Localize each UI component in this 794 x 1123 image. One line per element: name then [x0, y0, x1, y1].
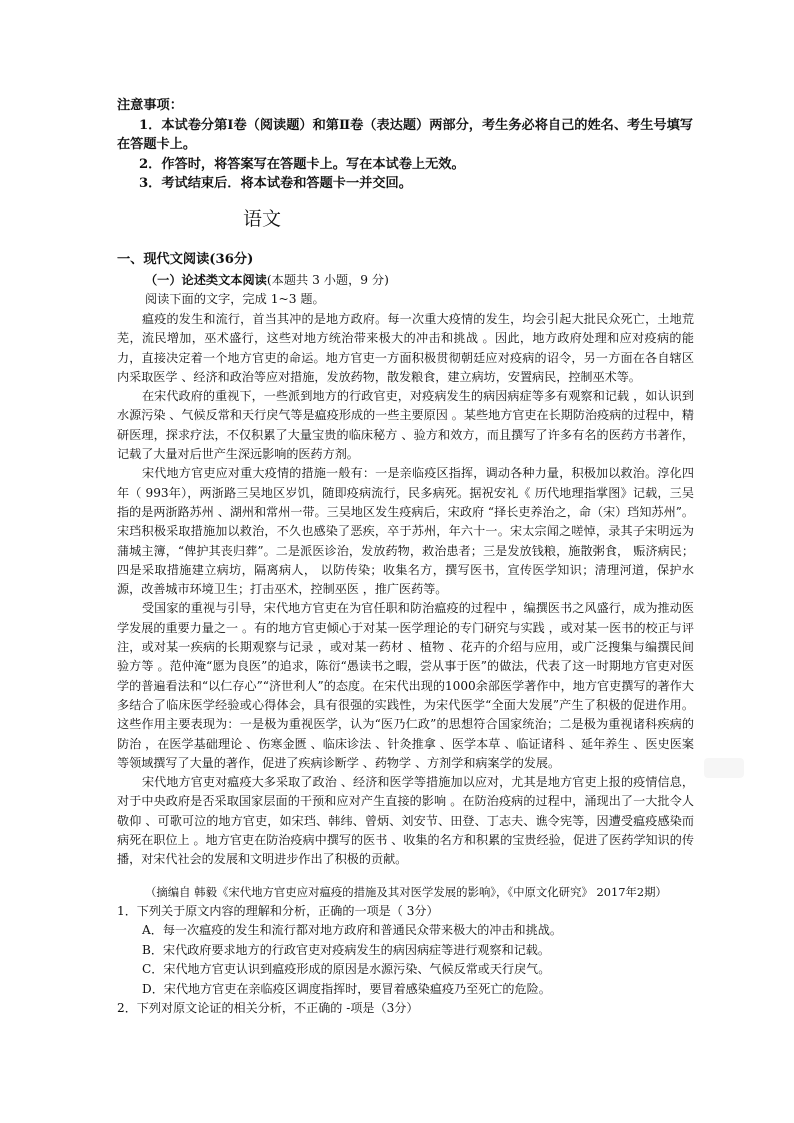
notice-block [117, 96, 697, 194]
passage-paragraph: 在宋代政府的重视下，一些派到地方的行政官吏，对疫病发生的病因病症等多有观察和记载 ，如认识到水源污染 、气候反常和天行戾气等是瘟疫形成的一些主要原因 。某些地方官吏在长期防治疫病的过程中，精研医理，探求疗法，不仅积累了大量宝贵的临床秘方 、验方和效方，而且撰写了许多有名的医药方书著作，记载了大量对后世产生深远影响的医药方剂。 [117, 389, 694, 462]
reading-passage [117, 310, 694, 870]
passage-paragraph: 受国家的重视与引导，宋代地方官吏在为官任职和防治瘟疫的过程中 ，编撰医书之风盛行，成为推动医学发展的重要力量之一 。有的地方官吏倾心于对某一医学理论的专门研究与实践 ，或对某一医书的校正与评注，或对某一疾病的长期观察与记录 ，或对某一药材 、植物 、花卉的介绍与应用，或广泛搜集与编撰民间验方等 。范仲淹“愿为良医”的追求，陈衍“愚读书之暇，尝从事于医”的做法，代表了这一时期地方官吏对医学的普遍看法和“以仁存心”“济世利人”的态度。在宋代出现的1000余部医学著作中，地方官吏撰写的著作大多结合了临床医学经验或心得体会，具有很强的实践性，为宋代医学“全面大发展”产生了积极的促进作用。 这些作用主要表现为：一是极为重视医学，认为“医乃仁政”的思想符合国家统治；二是极为重视诸科疾病的防治 ，在医学基础理论 、伤寒金匮 、临床诊法 、针灸推拿 、医学本草 、临证诸科 、延年养生 、医史医案等领域撰写了大量的著作，促进了疾病诊断学 、药物学 、方剂学和病案学的发展。 [117, 601, 694, 770]
passage-paragraph: 瘟疫的发生和流行，首当其冲的是地方政府。每一次重大疫情的发生，均会引起大批民众死亡，土地荒芜，流民增加，巫术盛行，这些对地方统治带来极大的冲击和挑战 。因此，地方政府处理和应对疫病的能力，直接决定着一个地方官吏的命运。地方官吏一方面积极贯彻朝廷应对疫病的诏令，另一方面在各自辖区内采取医学 、经济和政治等应对措施，发放药物，散发粮食，建立病坊，安置病民，控制巫术等。 [117, 312, 694, 384]
subject-title: 语文 [243, 208, 282, 230]
notice-item-3: 3．考试结束后．将本试卷和答题卡一并交回。 [139, 176, 412, 191]
part-info: (本题共 3 小题，9 分) [266, 273, 389, 287]
reading-instruction: 阅读下面的文字，完成 1~3 题。 [145, 292, 325, 306]
scan-smudge [704, 758, 744, 778]
section-title: 一、现代文阅读(36分) [117, 252, 254, 267]
answer-option-a[interactable]: A．每一次瘟疫的发生和流行都对地方政府和普通民众带来极大的冲击和挑战。 [142, 923, 562, 938]
notice-item-1: 1．本试卷分第Ⅰ卷（阅读题）和第Ⅱ卷（表达题）两部分，考生务必将自己的姓名、考生号填写在答题卡上。 [117, 117, 693, 152]
answer-option-d[interactable]: D．宋代地方官吏在亲临疫区调度指挥时，要冒着感染瘟疫乃至死亡的危险。 [142, 981, 551, 996]
part-title [145, 271, 389, 288]
passage-paragraph: 宋代地方官吏应对重大疫情的措施一般有：一是亲临疫区指挥，调动各种力量，积极加以救治。淳化四年（ 993年），两浙路三吴地区岁饥，随即疫病流行，民多病死。据祝安礼《 历代地理指掌图》记载，三吴指的是两浙路苏州 、湖州和常州一带。三吴地区发生疫病后，宋政府 “择长吏养治之，命（宋）珰知苏州”。宋珰积极采取措施加以救治，不久也感染了恶疾，卒于苏州，年六十一。宋太宗闻之嗟悼，录其子宋明远为蒲城主簿，“俾护其丧归葬”。二是派医诊治，发放药物，救治患者；三是发放钱粮，施散粥食， 赈济病民；四是采取措施建立病坊，隔离病人， 以防传染；收集名方，撰写医书，宣传医学知识；清理河道，保护水源，改善城市环境卫生；打击巫术，控制巫医 ，推广医药等。 [117, 466, 694, 597]
passage-source: （摘编自 韩毅《宋代地方官吏应对瘟疫的措施及其对医学发展的影响》，《中原文化研究》 2017年2期） [145, 885, 667, 899]
answer-option-c[interactable]: C．宋代地方官吏认识到瘟疫形成的原因是水源污染、气候反常或天行戾气。 [142, 962, 551, 977]
question-stem: 1．下列关于原文内容的理解和分析，正确的一项是（ 3分） [117, 904, 439, 918]
question-list [117, 902, 694, 1018]
notice-item-2: 2．作答时，将答案写在答题卡上。写在本试卷上无效。 [139, 156, 465, 172]
question-stem: 2．下列对原文论证的相关分析，不正确的 -项是（3分） [117, 1001, 419, 1016]
notice-heading: 注意事项： [117, 98, 183, 113]
part-label: （一）论述类文本阅读 [145, 273, 267, 287]
answer-option-b[interactable]: B．宋代政府要求地方的行政官吏对疫病发生的病因病症等进行观察和记载。 [142, 942, 550, 957]
passage-paragraph: 宋代地方官吏对瘟疫大多采取了政治 、经济和医学等措施加以应对，尤其是地方官吏上报的疫情信息，对于中央政府是否采取国家层面的干预和应对产生直接的影响 。在防治疫病的过程中，涌现出了一大批令人敬仰 、可歌可泣的地方官吏，如宋珰、韩纬、曾炳、刘安节、田登、丁志夫、谯令宪等，因遭受瘟疫感染而病死在职位上 。地方官吏在防治疫病中撰写的医书 、收集的名方和积累的宝贵经验，促进了医药学知识的传播，对宋代社会的发展和文明进步作出了积极的贡献。 [117, 775, 694, 867]
